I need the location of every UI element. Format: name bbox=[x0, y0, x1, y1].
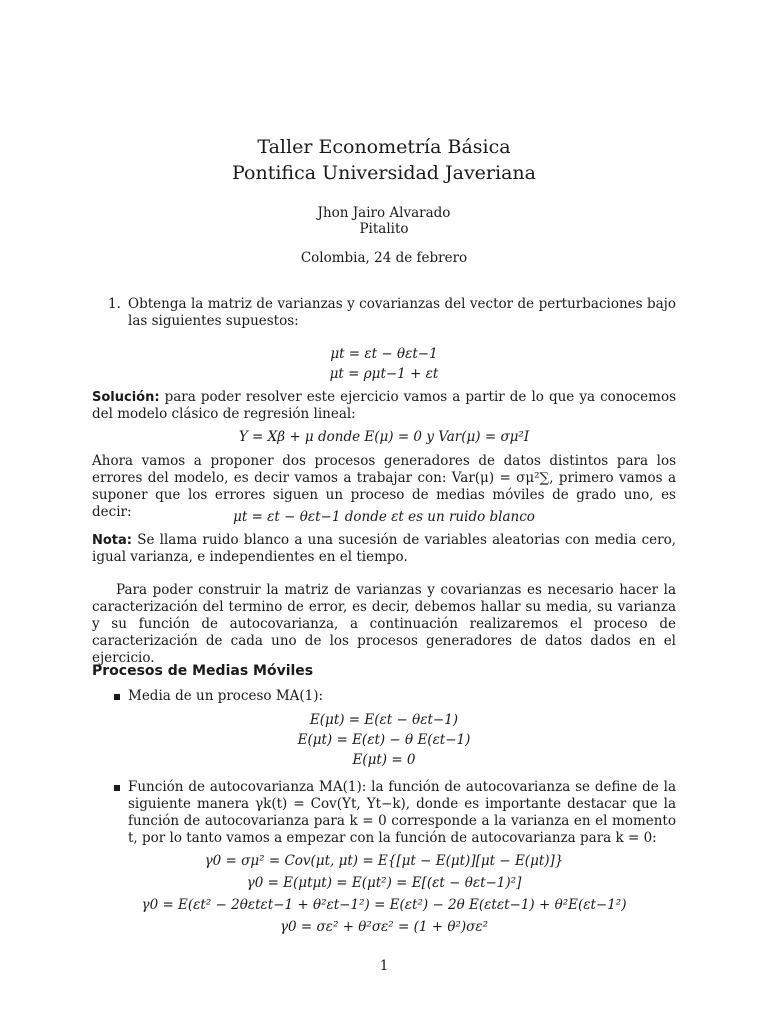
mean-eq-3: E(μt) = 0 bbox=[352, 752, 416, 768]
place: Pitalito bbox=[359, 221, 409, 237]
autocov-eq-4: γ0 = σε² + θ²σε² = (1 + θ²)σε² bbox=[279, 919, 489, 935]
model-equation: Y = Xβ + μ donde E(μ) = 0 y Var(μ) = σμ²I bbox=[238, 429, 530, 445]
problem-text: Obtenga la matriz de varianzas y covarianzas del vector de perturbaciones bajo las siguientes supuestos: bbox=[128, 296, 676, 329]
title-line-2: Pontifica Universidad Javeriana bbox=[232, 162, 536, 184]
note-text: Se llama ruido blanco a una sucesión de variables aleatorias con media cero, igual varianza, e independientes en el tiempo. bbox=[92, 532, 676, 565]
autocov-eq-2: γ0 = E(μtμt) = E(μt²) = E[(εt − θεt−1)²] bbox=[246, 875, 522, 891]
bullet-marker-1 bbox=[114, 694, 120, 700]
ma-equation: μt = εt − θεt−1 donde εt es un ruido blanco bbox=[233, 509, 535, 525]
solution-paragraph bbox=[92, 389, 676, 423]
solution-text: para poder resolver este ejercicio vamos a partir de lo que ya conocemos del modelo clásico de regresión lineal: bbox=[92, 389, 676, 422]
mean-eq-2: E(μt) = E(εt) − θ E(εt−1) bbox=[297, 732, 471, 748]
problem-eq-1: μt = εt − θεt−1 bbox=[330, 346, 438, 362]
autocov-eq-3: γ0 = E(εt² − 2θεtεt−1 + θ²εt−1²) = E(εt²) − 2θ E(εtεt−1) + θ²E(εt−1²) bbox=[141, 897, 627, 913]
page-number: 1 bbox=[379, 958, 389, 974]
problem-eq-2: μt = ρμt−1 + εt bbox=[329, 366, 439, 382]
note-paragraph bbox=[92, 532, 676, 566]
note-label: Nota: bbox=[92, 533, 132, 548]
bullet-2-text: Función de autocovarianza MA(1): la función de autocovarianza se define de la siguiente manera γk(t) = Cov(Yt, Yt−k), donde es importante destacar que la función de autocovarianza para k = 0 corresponde a la varianza en el momento t, por lo tanto vamos a empezar con la función de autocovarianza para k = 0: bbox=[128, 779, 676, 846]
solution-label: Solución: bbox=[92, 390, 160, 405]
characterization-paragraph: Para poder construir la matriz de varianzas y covarianzas es necesario hacer la caracterización del termino de error, es decir, debemos hallar su media, su varianza y su función de autocovarianza, a continuación realizaremos el proceso de caracterización de cada uno de los procesos generadores de datos dados en el ejercicio. bbox=[92, 582, 676, 666]
bullet-1-text: Media de un proceso MA(1): bbox=[128, 688, 324, 704]
autocov-eq-1: γ0 = σμ² = Cov(μt, μt) = E{[μt − E(μt)][μt − E(μt)]} bbox=[204, 853, 564, 869]
bullet-marker-2 bbox=[114, 785, 120, 791]
mean-eq-1: E(μt) = E(εt − θεt−1) bbox=[309, 712, 459, 728]
date: Colombia, 24 de febrero bbox=[300, 250, 468, 266]
author: Jhon Jairo Alvarado bbox=[317, 205, 451, 221]
section-title: Procesos de Medias Móviles bbox=[92, 663, 314, 679]
processes-paragraph: Ahora vamos a proponer dos procesos generadores de datos distintos para los errores del modelo, es decir vamos a trabajar con: Var(μ) = σμ²∑, primero vamos a suponer que los errores siguen un proceso de medias móviles de grado uno, es decir: bbox=[92, 453, 676, 520]
title-line-1: Taller Econometría Básica bbox=[257, 136, 511, 158]
problem-number: 1. bbox=[108, 296, 121, 312]
